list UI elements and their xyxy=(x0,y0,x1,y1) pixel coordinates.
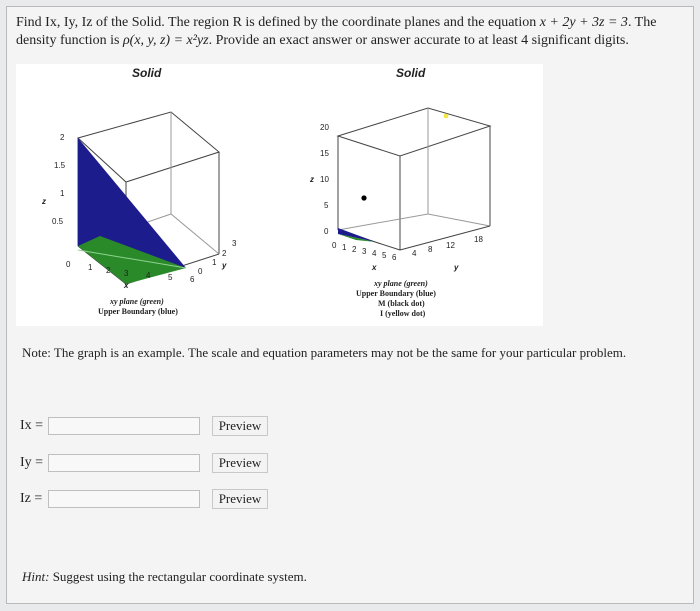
right-z-tick: 20 xyxy=(320,123,329,132)
right-legend-m: M (black dot) xyxy=(378,299,425,308)
iy-label: Iy = xyxy=(20,455,44,470)
problem-text-1: Find Ix, Iy, Iz of the Solid. The region R is defined by the coordinate planes and the equation xyxy=(16,15,540,30)
left-x-axis-label: x xyxy=(124,281,129,290)
right-legend-upper: Upper Boundary (blue) xyxy=(356,289,436,298)
iz-input[interactable] xyxy=(48,490,200,508)
iz-label: Iz = xyxy=(20,491,43,506)
right-y-tick: 12 xyxy=(446,241,455,250)
left-z-tick: 1.5 xyxy=(54,161,66,170)
answer-row-ix xyxy=(20,416,268,436)
ix-label: Ix = xyxy=(20,418,44,433)
iz-preview-button[interactable]: Preview xyxy=(212,489,268,509)
right-z-axis-label: z xyxy=(310,175,314,184)
right-legend xyxy=(356,279,436,318)
left-y-axis-label: y xyxy=(222,261,227,270)
ix-preview-button[interactable]: Preview xyxy=(212,416,268,436)
left-y-tick: 0 xyxy=(198,267,203,276)
problem-statement xyxy=(16,14,684,50)
answer-row-iy xyxy=(20,453,268,473)
right-x-tick: 1 xyxy=(342,243,347,252)
right-box-back xyxy=(338,108,490,156)
right-x-axis-label: x xyxy=(372,263,377,272)
left-x-tick: 2 xyxy=(106,266,111,275)
iy-preview-button[interactable]: Preview xyxy=(212,453,268,473)
right-y-tick: 8 xyxy=(428,245,433,254)
solid-plots xyxy=(16,64,543,326)
right-x-tick: 3 xyxy=(362,247,367,256)
right-legend-i: I (yellow dot) xyxy=(380,309,426,318)
right-x-tick: 0 xyxy=(332,241,337,250)
left-x-tick: 0 xyxy=(66,260,71,269)
right-y-axis-label: y xyxy=(454,263,459,272)
left-z-tick: 2 xyxy=(60,133,65,142)
left-y-tick: 2 xyxy=(222,249,227,258)
note-text: Note: The graph is an example. The scale and equation parameters may not be the same for your particular problem. xyxy=(22,345,627,360)
right-x-tick: 4 xyxy=(372,249,377,258)
left-legend xyxy=(98,297,178,316)
right-box-edge xyxy=(338,214,490,230)
right-plot xyxy=(338,108,490,250)
left-y-tick: 3 xyxy=(232,239,237,248)
left-y-tick: 1 xyxy=(212,258,217,267)
answer-row-iz xyxy=(20,489,268,509)
ix-input[interactable] xyxy=(48,417,200,435)
left-z-axis-label: z xyxy=(42,197,46,206)
density-function: ρ(x, y, z) = x²yz xyxy=(122,33,209,48)
left-x-tick: 6 xyxy=(190,275,195,284)
problem-text-2: . The density function is xyxy=(16,15,657,48)
left-plot-title: Solid xyxy=(132,66,162,80)
right-m-dot xyxy=(361,195,366,200)
right-y-tick: 18 xyxy=(474,235,483,244)
right-plot-title: Solid xyxy=(396,66,426,80)
left-x-tick: 4 xyxy=(146,271,151,280)
right-i-dot xyxy=(444,114,449,119)
hint-label: Hint: xyxy=(22,569,50,584)
right-tick-labels xyxy=(309,123,483,272)
right-z-tick: 5 xyxy=(324,201,329,210)
right-x-tick: 2 xyxy=(352,245,357,254)
left-x-tick: 1 xyxy=(88,263,93,272)
left-z-tick: 1 xyxy=(60,189,65,198)
left-legend-upper: Upper Boundary (blue) xyxy=(98,307,178,316)
right-legend-plane: xy plane (green) xyxy=(374,279,428,288)
right-z-tick: 15 xyxy=(320,149,329,158)
left-x-tick: 5 xyxy=(168,273,173,282)
solid-figure xyxy=(16,64,543,326)
right-x-tick: 6 xyxy=(392,253,397,262)
left-legend-plane: xy plane (green) xyxy=(110,297,164,306)
right-z-tick: 10 xyxy=(320,175,329,184)
problem-text-3: . Provide an exact answer or answer accurate to at least 4 significant digits. xyxy=(208,33,629,48)
right-y-tick: 4 xyxy=(412,249,417,258)
right-x-tick: 5 xyxy=(382,251,387,260)
left-x-tick: 3 xyxy=(124,269,129,278)
left-z-tick: 0.5 xyxy=(52,217,64,226)
region-equation: x + 2y + 3z = 3 xyxy=(539,15,628,30)
iy-input[interactable] xyxy=(48,454,200,472)
hint-text: Suggest using the rectangular coordinate system. xyxy=(52,569,307,584)
right-z-tick: 0 xyxy=(324,227,329,236)
hint xyxy=(22,569,307,585)
